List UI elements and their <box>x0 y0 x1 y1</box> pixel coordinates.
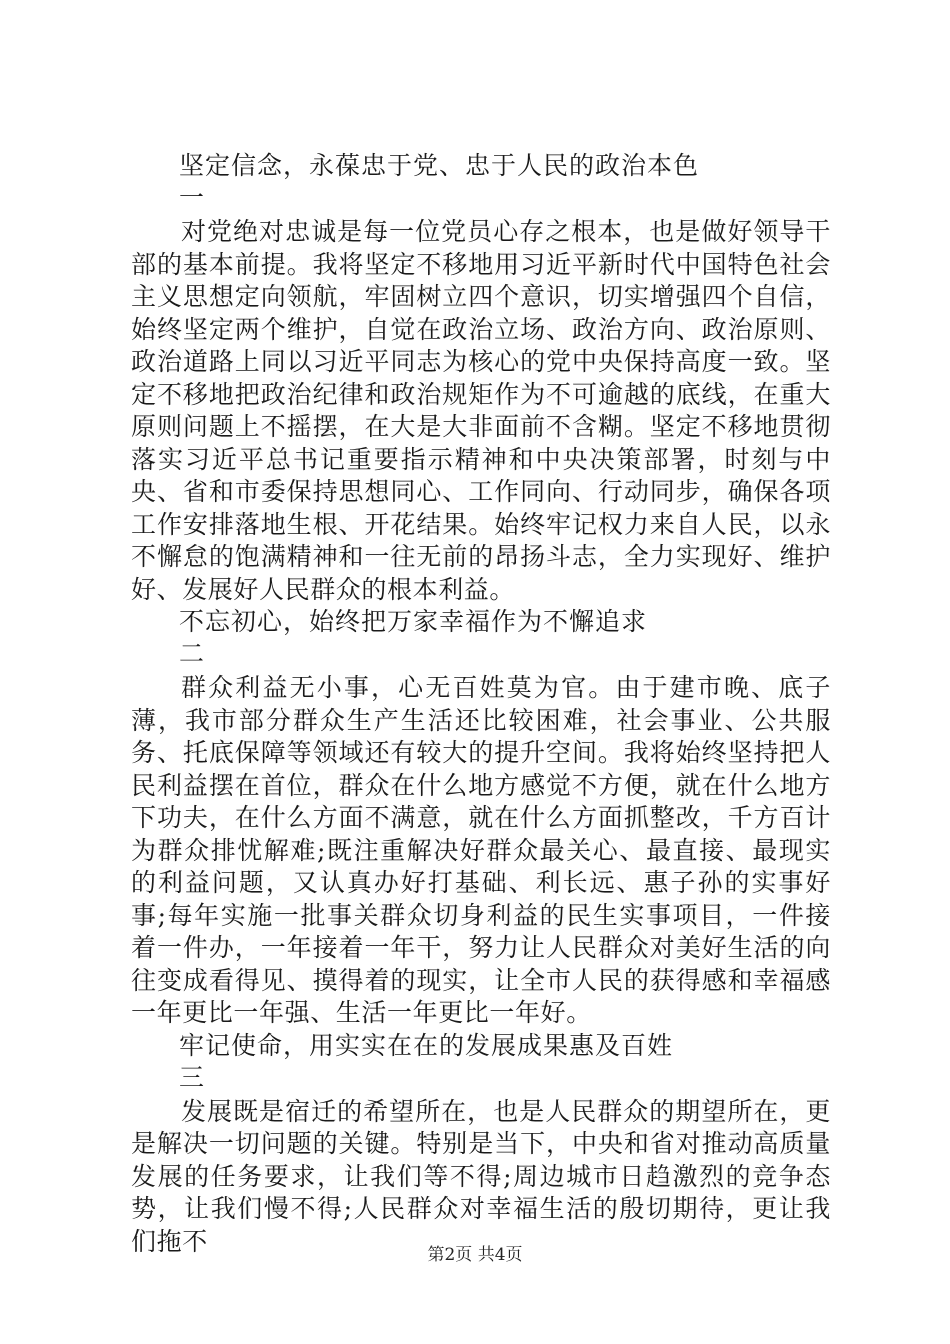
section-numeral: 二 <box>179 639 205 668</box>
section-heading: 牢记使命，用实实在在的发展成果惠及百姓 <box>179 1030 674 1060</box>
section-paragraph: 对党绝对忠诚是每一位党员心存之根本，也是做好领导干部的基本前提。我将坚定不移地用习近平新时代中国特色社会主义思想定向领航，牢固树立四个意识，切实增强四个自信，始终坚定两个维护，自觉在政治立场、政治方向、政治原则、政治道路上同以习近平同志为核心的党中央保持高度一致。坚定不移地把政治纪律和政治规矩作为不可逾越的底线，在重大原则问题上不摇摆，在大是大非面前不含糊。坚定不移地贯彻落实习近平总书记重要指示精神和中央决策部署，时刻与中央、省和市委保持思想同心、工作同向、行动同步，确保各项工作安排落地生根、开花结果。始终牢记权力来自人民，以永不懈怠的饱满精神和一往无前的昂扬斗志，全力实现好、维护好、发展好人民群众的根本利益。 <box>131 217 831 604</box>
section-numeral: 三 <box>179 1062 205 1092</box>
section-heading: 坚定信念，永葆忠于党、忠于人民的政治本色 <box>179 151 700 180</box>
section-1 <box>131 150 831 606</box>
section-paragraph: 发展既是宿迁的希望所在，也是人民群众的期望所在，更是解决一切问题的关键。特别是当下，中央和省对推动高质量发展的任务要求，让我们等不得;周边城市日趋激烈的竞争态势，让我们慢不得;人民群众对幸福生活的殷切期待，更让我们拖不 <box>131 1096 831 1256</box>
section-paragraph: 群众利益无小事，心无百姓莫为官。由于建市晚、底子薄，我市部分群众生产生活还比较困难，社会事业、公共服务、托底保障等领域还有较大的提升空间。我将始终坚持把人民利益摆在首位，群众在什么地方感觉不方便，就在什么地方下功夫，在什么方面不满意，就在什么方面抓整改，千方百计为群众排忧解难;既注重解决好群众最关心、最直接、最现实的利益问题，又认真办好打基础、利长远、惠子孙的实事好事;每年实施一批事关群众切身利益的民生实事项目，一件接着一件办，一年接着一年干，努力让人民群众对美好生活的向往变成看得见、摸得着的现实，让全市人民的获得感和幸福感一年更比一年强、生活一年更比一年好。 <box>131 673 831 1027</box>
section-numeral: 一 <box>179 183 205 212</box>
section-3 <box>131 1030 831 1259</box>
section-2 <box>131 606 831 1030</box>
document-body <box>131 150 831 1258</box>
page-footer: 第2页 共4页 <box>427 1245 523 1265</box>
section-heading: 不忘初心，始终把万家幸福作为不懈追求 <box>179 607 648 636</box>
